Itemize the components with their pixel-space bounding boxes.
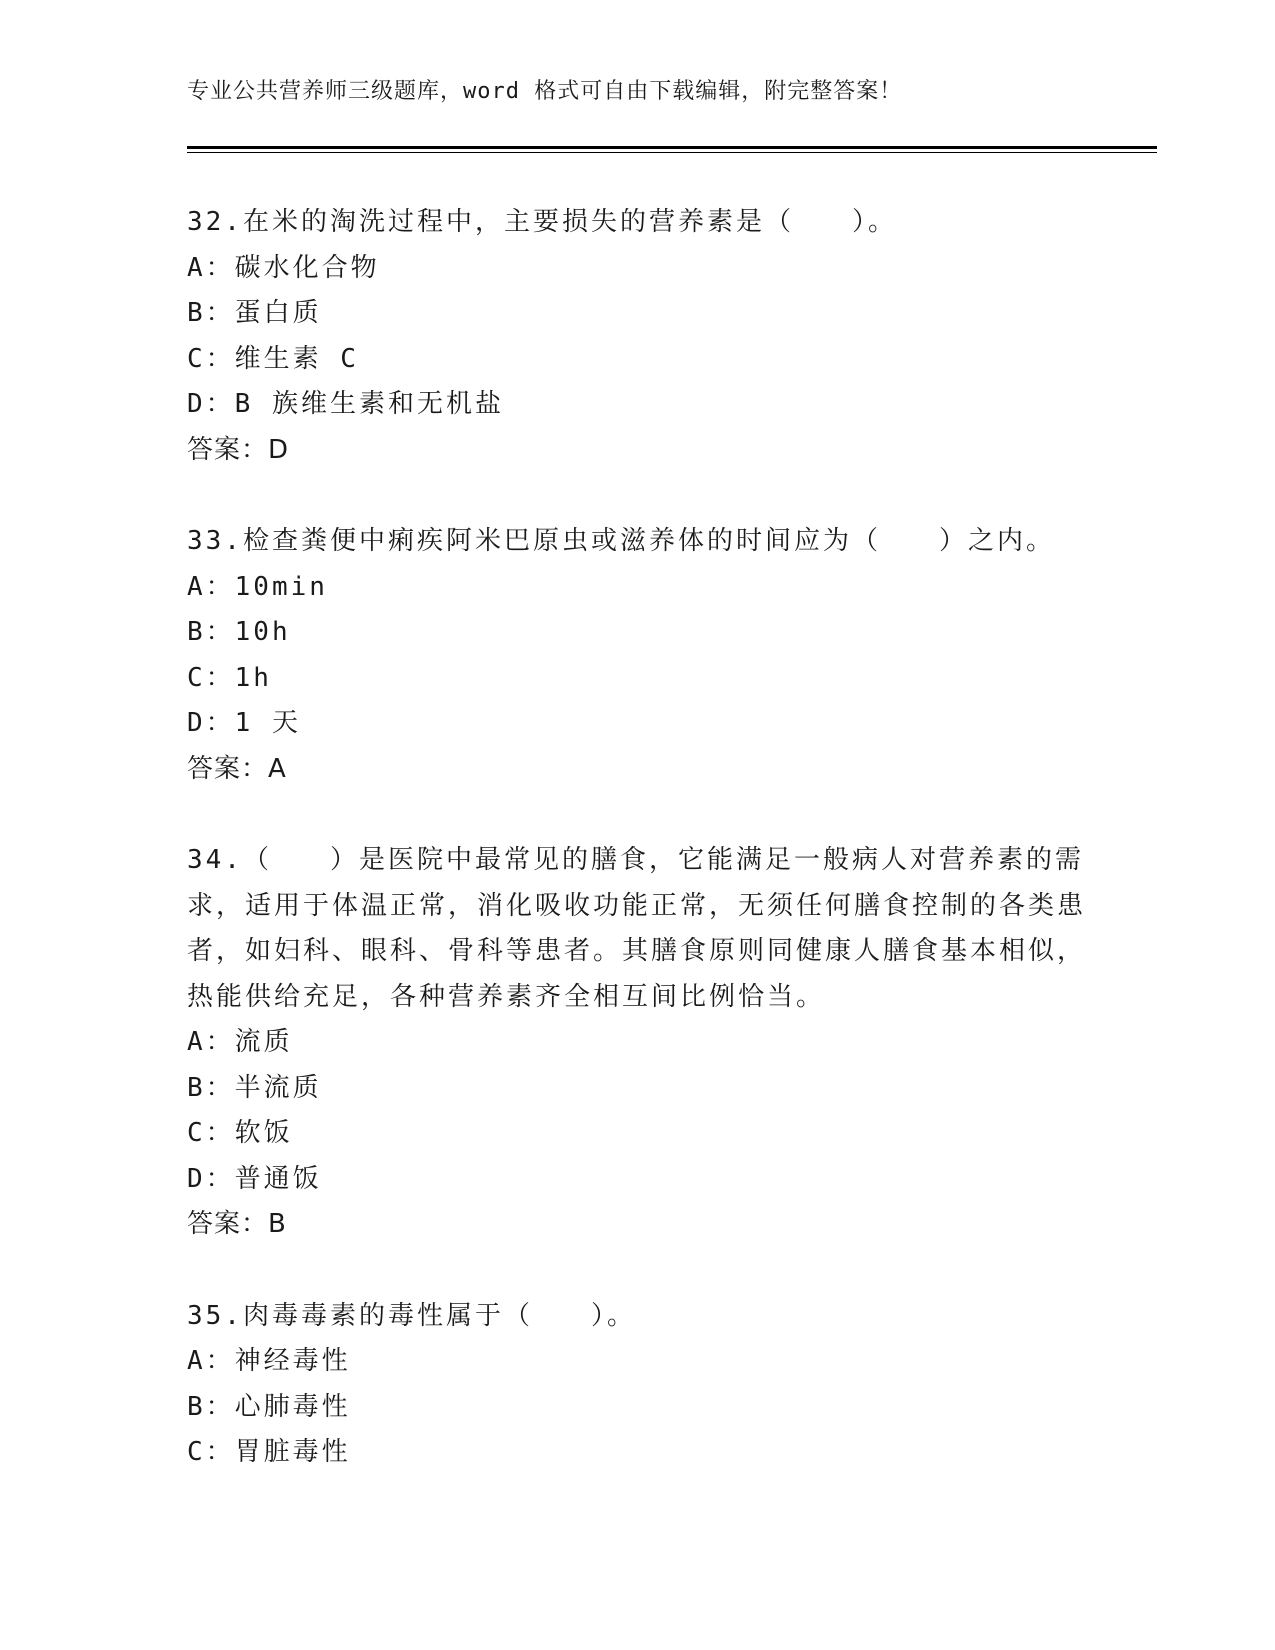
answer-line: 答案：D — [187, 434, 290, 465]
option-c: C：胃脏毒性 — [187, 1437, 351, 1467]
option-a: A：10min — [187, 571, 328, 602]
option-b: B：10h — [187, 617, 291, 647]
header-rule-thick — [187, 146, 1157, 149]
option-b: B：半流质 — [187, 1072, 322, 1103]
question-stem: 34.（ ）是医院中最常见的膳食，它能满足一般病人对营养素的需求，适用于体温正常，消化吸收功能正常，无须任何膳食控制的各类患者，如妇科、眼科、骨科等患者。其膳食原则同健康人膳食基本相似，热能供给充足，各种营养素齐全相互间比例恰当。 — [187, 845, 1087, 1012]
option-d: D：B 族维生素和无机盐 — [187, 389, 504, 419]
option-b: B：蛋白质 — [187, 298, 322, 328]
option-c: C：维生素 C — [187, 343, 359, 374]
question-list — [187, 200, 1087, 1522]
question-stem: 33.检查粪便中痢疾阿米巴原虫或滋养体的时间应为（ ）之内。 — [187, 526, 1055, 556]
question-33 — [187, 519, 1087, 792]
option-c: C：1h — [187, 662, 272, 693]
answer-line: 答案：A — [187, 753, 287, 784]
option-a: A：碳水化合物 — [187, 252, 380, 283]
option-c: C：软饭 — [187, 1118, 293, 1148]
option-d: D：普通饭 — [187, 1163, 322, 1194]
question-32 — [187, 200, 1087, 473]
option-d: D：1 天 — [187, 708, 301, 738]
option-a: A：神经毒性 — [187, 1346, 351, 1376]
document-header: 专业公共营养师三级题库，word 格式可自由下载编辑，附完整答案！ — [187, 79, 903, 104]
question-stem: 32.在米的淘洗过程中，主要损失的营养素是（ ）。 — [187, 207, 897, 237]
question-34 — [187, 838, 1087, 1248]
answer-line: 答案：B — [187, 1209, 287, 1239]
question-35 — [187, 1294, 1087, 1476]
option-b: B：心肺毒性 — [187, 1391, 351, 1422]
header-rule-thin — [187, 152, 1157, 153]
option-a: A：流质 — [187, 1027, 293, 1057]
question-stem: 35.肉毒毒素的毒性属于（ ）。 — [187, 1300, 636, 1331]
